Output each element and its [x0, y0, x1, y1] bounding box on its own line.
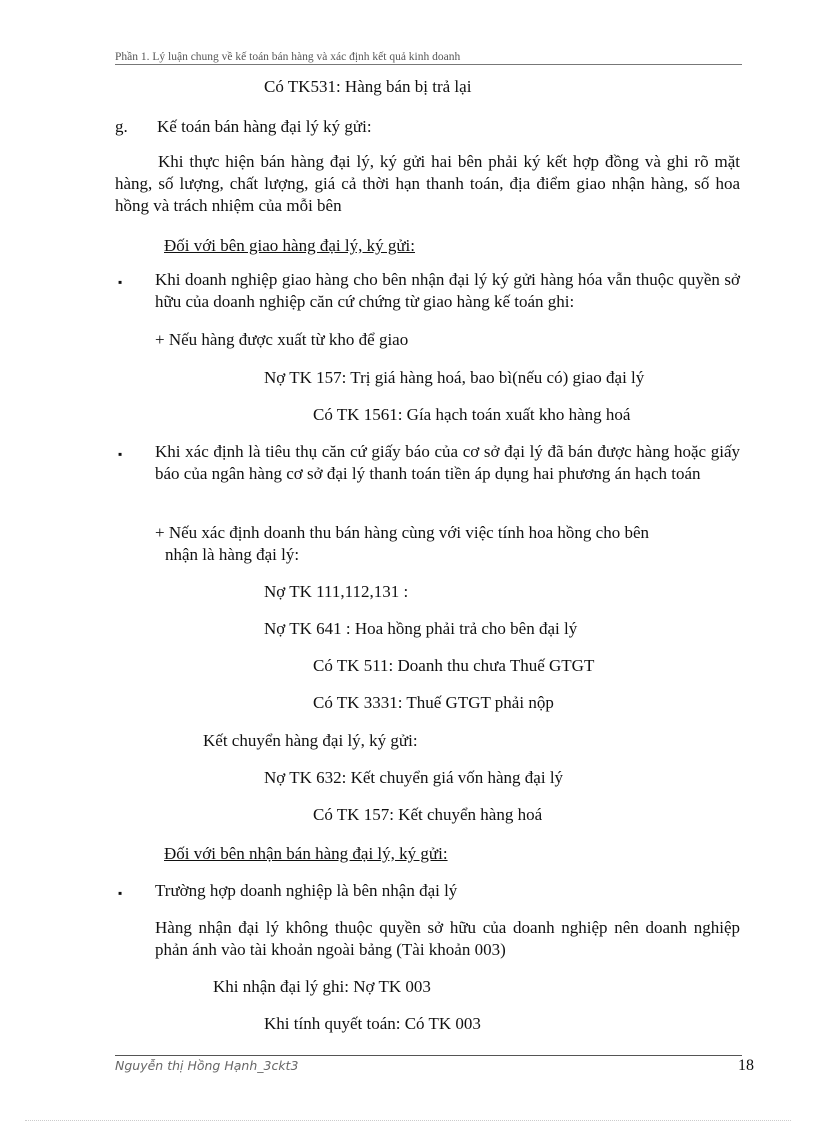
heading-nhan-hang: Đối với bên nhận bán hàng đại lý, ký gửi:	[164, 844, 448, 863]
entry-tk531: Có TK531: Hàng bán bị trả lại	[264, 77, 472, 96]
bullet-nhan-dai-ly: Trường hợp doanh nghiệp là bên nhận đại lý	[155, 881, 458, 900]
section-g-title: Kế toán bán hàng đại lý ký gửi:	[157, 117, 372, 136]
entry-co-003: Khi tính quyết toán: Có TK 003	[264, 1014, 481, 1033]
page-number: 18	[738, 1057, 754, 1074]
paragraph-ngoai-bang: Hàng nhận đại lý không thuộc quyền sở hữu của doanh nghiệp nên doanh nghiệp phản ánh vào tài khoản ngoài bảng (Tài khoản 003)	[155, 918, 740, 959]
entry-co-511: Có TK 511: Doanh thu chưa Thuế GTGT	[313, 656, 595, 675]
bullet-giao-hang: Khi doanh nghiệp giao hàng cho bên nhận đại lý ký gửi hàng hóa vẫn thuộc quyền sở hữu của doanh nghiệp căn cứ chứng từ giao hàng kế toán ghi:	[155, 270, 740, 311]
footer-author: Nguyễn thị Hồng Hạnh_3ckt3	[115, 1058, 299, 1073]
ket-chuyen-heading: Kết chuyển hàng đại lý, ký gửi:	[203, 731, 418, 750]
sub-doanh-thu-line1: + Nếu xác định doanh thu bán hàng cùng với việc tính hoa hồng cho bên	[155, 523, 649, 542]
entry-no-641: Nợ TK 641 : Hoa hồng phải trả cho bên đại lý	[264, 619, 578, 638]
bullet-tieu-thu: Khi xác định là tiêu thụ căn cứ giấy báo của cơ sở đại lý đã bán được hàng hoặc giấy báo của ngân hàng cơ sở đại lý thanh toán tiền áp dụng hai phương án hạch toán	[155, 442, 740, 483]
entry-co-1561: Có TK 1561: Gía hạch toán xuất kho hàng hoá	[313, 405, 631, 424]
entry-no-003: Khi nhận đại lý ghi: Nợ TK 003	[213, 977, 431, 996]
paragraph-intro: Khi thực hiện bán hàng đại lý, ký gửi hai bên phải ký kết hợp đồng và ghi rõ mặt hàng, số lượng, chất lượng, giá cả thời hạn thanh toán, địa điểm giao nhận hàng, số hoa hồng và trách nhiệm của mỗi bên	[115, 152, 740, 215]
page-bottom-border	[25, 1120, 791, 1121]
header-rule	[115, 64, 742, 65]
entry-co-157: Có TK 157: Kết chuyển hàng hoá	[313, 805, 543, 824]
sub-xuat-kho: + Nếu hàng được xuất từ kho để giao	[155, 330, 409, 349]
sub-doanh-thu-line2: nhận là hàng đại lý:	[165, 545, 300, 564]
entry-no-111: Nợ TK 111,112,131 :	[264, 582, 409, 601]
bullet-icon: ▪	[118, 275, 123, 289]
page-header: Phần 1. Lý luận chung về kế toán bán hàng và xác định kết quả kinh doanh	[115, 51, 461, 63]
entry-co-3331: Có TK 3331: Thuế GTGT phải nộp	[313, 693, 554, 712]
section-g-label: g.	[115, 117, 128, 136]
bullet-icon: ▪	[118, 886, 123, 900]
footer-rule	[115, 1055, 742, 1056]
heading-giao-hang: Đối với bên giao hàng đại lý, ký gửi:	[164, 236, 415, 255]
entry-no-157: Nợ TK 157: Trị giá hàng hoá, bao bì(nếu có) giao đại lý	[264, 368, 645, 387]
bullet-icon: ▪	[118, 447, 123, 461]
entry-no-632: Nợ TK 632: Kết chuyển giá vốn hàng đại lý	[264, 768, 564, 787]
